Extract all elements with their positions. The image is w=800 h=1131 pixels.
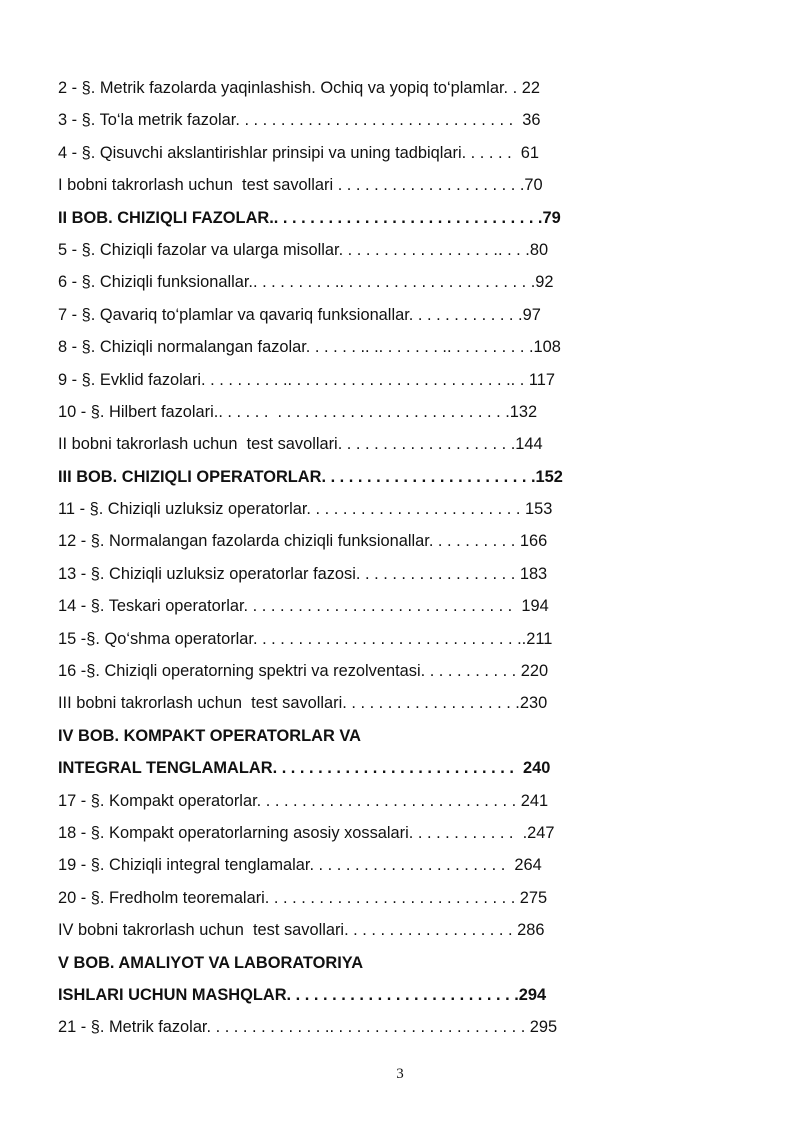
toc-entry: 20 - §. Fredholm teoremalari. . . . . . . . . . . . . . . . . . . . . . . . . . . . 275 xyxy=(58,888,548,907)
toc-entry: 10 - §. Hilbert fazolari.. . . . . . . . . . . . . . . . . . . . . . . . . . . . . . . .132 xyxy=(58,402,538,421)
toc-chapter-heading: II BOB. CHIZIQLI FAZOLAR.. . . . . . . . . . . . . . . . . . . . . . . . . . . . . .79 xyxy=(58,208,561,227)
toc-entry: 11 - §. Chiziqli uzluksiz operatorlar. . . . . . . . . . . . . . . . . . . . . . . . 153 xyxy=(58,500,553,519)
toc-entry: 2 - §. Metrik fazolarda yaqinlashish. Ochiq va yopiq to‘plamlar. . 22 xyxy=(58,79,540,97)
toc-entry: 4 - §. Qisuvchi akslantirishlar prinsipi va uning tadbiqlari. . . . . . 61 xyxy=(58,143,540,162)
toc-entry: III bobni takrorlash uchun test savollari. . . . . . . . . . . . . . . . . . . .230 xyxy=(58,694,548,713)
toc-entry: 17 - §. Kompakt operatorlar. . . . . . . . . . . . . . . . . . . . . . . . . . . . . 241 xyxy=(58,791,549,810)
toc-entry: 6 - §. Chiziqli funksionallar.. . . . . . . . . .. . . . . . . . . . . . . . . . . . . . . .92 xyxy=(58,273,554,292)
toc-chapter-heading: ISHLARI UCHUN MASHQLAR. . . . . . . . . . . . . . . . . . . . . . . . . .294 xyxy=(58,985,547,1004)
toc-chapter-heading: V BOB. AMALIYOT VA LABORATORIYA xyxy=(58,953,364,972)
toc-entry: II bobni takrorlash uchun test savollari. . . . . . . . . . . . . . . . . . . .144 xyxy=(58,435,543,454)
toc-entry: 18 - §. Kompakt operatorlarning asosiy xossalari. . . . . . . . . . . . .247 xyxy=(58,823,555,842)
toc-entry: I bobni takrorlash uchun test savollari . . . . . . . . . . . . . . . . . . . . .70 xyxy=(58,176,543,195)
page-number: 3 xyxy=(396,1066,404,1082)
toc-entry: 3 - §. To‘la metrik fazolar. . . . . . . . . . . . . . . . . . . . . . . . . . . . . . . 36 xyxy=(58,111,541,130)
toc-entry: 5 - §. Chiziqli fazolar va ularga misollar. . . . . . . . . . . . . . . . . .. . . .80 xyxy=(58,240,549,259)
toc-entry: 12 - §. Normalangan fazolarda chiziqli funksionallar. . . . . . . . . . 166 xyxy=(58,532,548,551)
toc-chapter-heading: III BOB. CHIZIQLI OPERATORLAR. . . . . . . . . . . . . . . . . . . . . . . .152 xyxy=(58,467,563,486)
toc-entry: 13 - §. Chiziqli uzluksiz operatorlar fazosi. . . . . . . . . . . . . . . . . . 183 xyxy=(58,564,548,583)
table-of-contents xyxy=(58,74,658,1046)
toc-entry: 8 - §. Chiziqli normalangan fazolar. . . . . . .. .. . . . . . . .. . . . . . . . . .108 xyxy=(58,338,561,357)
toc-chapter-heading: INTEGRAL TENGLAMALAR. . . . . . . . . . . . . . . . . . . . . . . . . . . 240 xyxy=(58,759,551,778)
toc-chapter-heading: IV BOB. KOMPAKT OPERATORLAR VA xyxy=(58,726,361,745)
toc-entry: 7 - §. Qavariq to‘plamlar va qavariq funksionallar. . . . . . . . . . . . .97 xyxy=(58,305,541,324)
toc-entry: 9 - §. Evklid fazolari. . . . . . . . . .. . . . . . . . . . . . . . . . . . . . . . . . .. . 117 xyxy=(58,370,556,389)
toc-entry: 14 - §. Teskari operatorlar. . . . . . . . . . . . . . . . . . . . . . . . . . . . . . 194 xyxy=(58,597,549,616)
toc-entry: 21 - §. Metrik fazolar. . . . . . . . . . . . . .. . . . . . . . . . . . . . . . . . . . . . 295 xyxy=(58,1018,558,1037)
toc-entry: 16 -§. Chiziqli operatorning spektri va rezolventasi. . . . . . . . . . . 220 xyxy=(58,662,549,681)
toc-entry: 15 -§. Qo‘shma operatorlar. . . . . . . . . . . . . . . . . . . . . . . . . . . . . ..211 xyxy=(58,629,553,648)
toc-entry: 19 - §. Chiziqli integral tenglamalar. . . . . . . . . . . . . . . . . . . . . . 264 xyxy=(58,856,542,875)
toc-entry: IV bobni takrorlash uchun test savollari. . . . . . . . . . . . . . . . . . . 286 xyxy=(58,921,545,940)
